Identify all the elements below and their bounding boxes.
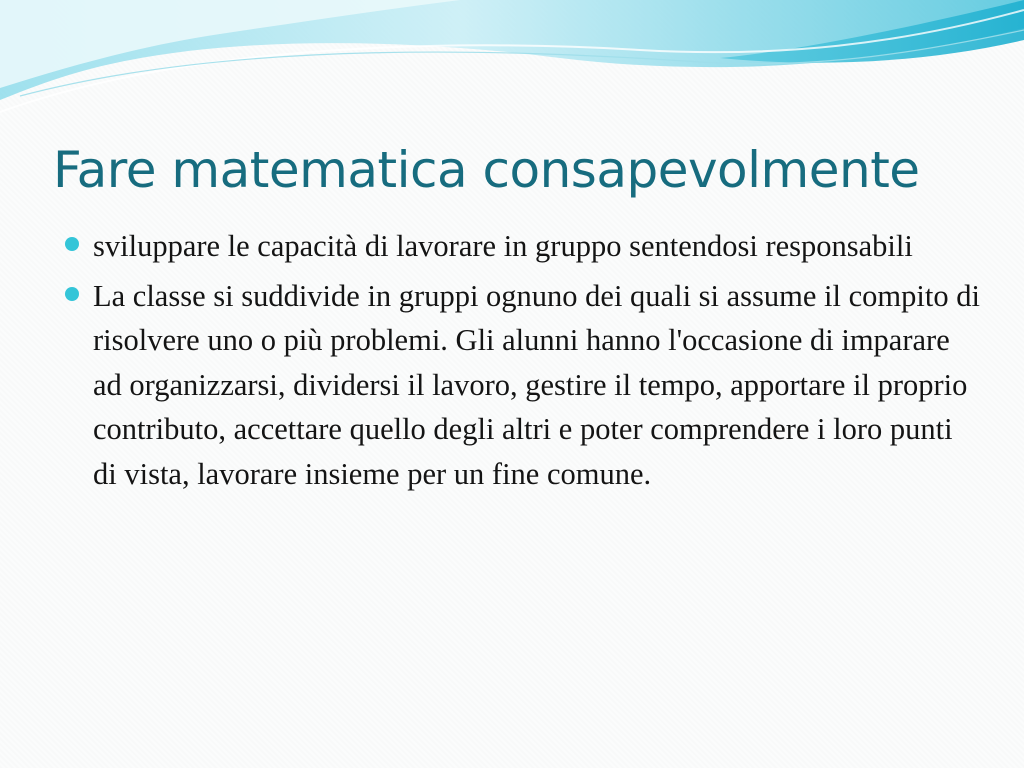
bullet-dot-icon xyxy=(65,237,79,251)
slide-title: Fare matematica consapevolmente xyxy=(53,141,920,199)
bullet-text: La classe si suddivide in gruppi ognuno dei quali si assume il compito di risolvere uno o più problemi. Gli alunni hanno l'occasione di imparare ad organizzarsi, dividersi il lavoro, gestire il tempo, apportare il proprio contributo, accettare quello degli altri e poter comprendere i loro punti di vista, lavorare insieme per un fine comune. xyxy=(93,278,980,491)
decorative-wave-banner xyxy=(0,0,1024,130)
bullet-item xyxy=(62,224,982,269)
bullet-text: sviluppare le capacità di lavorare in gruppo sentendosi responsabili xyxy=(93,229,913,263)
bullet-list xyxy=(62,224,982,501)
bullet-item xyxy=(62,274,982,497)
bullet-dot-icon xyxy=(65,287,79,301)
